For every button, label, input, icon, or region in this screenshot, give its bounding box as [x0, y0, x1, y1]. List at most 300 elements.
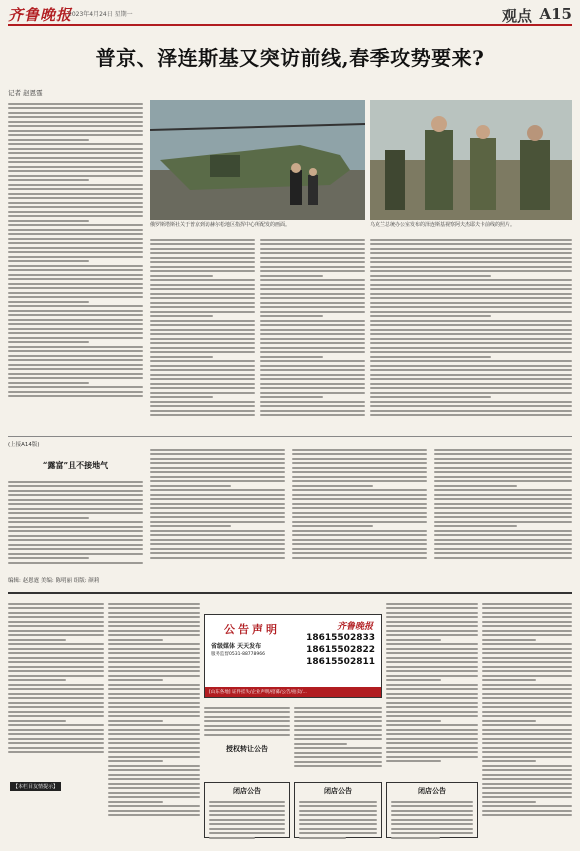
text-line: [8, 314, 143, 316]
text-line: [482, 639, 536, 641]
text-line: [294, 725, 382, 727]
text-line: [294, 761, 382, 763]
text-line: [150, 410, 255, 412]
text-line: [434, 530, 572, 532]
text-line: [434, 489, 572, 491]
text-line: [386, 652, 478, 654]
sub-headline: “露富”且不接地气: [42, 460, 109, 470]
text-line: [482, 711, 572, 713]
ad-subtitle: 省级媒体 天天发布: [211, 643, 262, 650]
text-line: [260, 360, 365, 362]
text-line: [482, 792, 572, 794]
text-line: [434, 525, 517, 527]
text-line: [204, 720, 290, 722]
text-line: [8, 688, 104, 690]
text-line: [150, 530, 285, 532]
text-line: [299, 801, 377, 803]
text-line: [150, 405, 255, 407]
text-line: [370, 365, 572, 367]
text-line: [8, 130, 143, 132]
text-line: [8, 206, 143, 208]
text-line: [370, 329, 572, 331]
text-line: [8, 152, 143, 154]
text-line: [370, 248, 572, 250]
text-line: [386, 733, 478, 735]
text-line: [370, 311, 572, 313]
text-line: [150, 489, 285, 491]
text-line: [260, 347, 365, 349]
text-line: [434, 476, 572, 478]
text-line: [150, 449, 285, 451]
text-line: [150, 516, 285, 518]
text-line: [150, 284, 255, 286]
text-line: [108, 711, 200, 713]
ad-title: 公告声明: [224, 623, 280, 636]
text-line: [150, 369, 255, 371]
text-line: [150, 302, 255, 304]
text-line: [260, 315, 323, 317]
text-line: [108, 657, 200, 659]
text-line: [386, 751, 478, 753]
text-line: [391, 819, 473, 821]
text-line: [150, 374, 255, 376]
text-line: [8, 481, 143, 483]
text-line: [260, 351, 365, 353]
phone-1: 18615502833: [306, 633, 375, 643]
text-line: [150, 257, 255, 259]
text-line: [8, 634, 104, 636]
text-line: [292, 458, 427, 460]
text-line: [8, 621, 104, 623]
text-line: [8, 607, 104, 609]
text-line: [8, 323, 143, 325]
text-line: [150, 248, 255, 250]
text-line: [150, 297, 255, 299]
text-line: [108, 765, 200, 767]
text-line: [292, 467, 427, 469]
text-line: [150, 315, 213, 317]
text-line: [150, 414, 255, 416]
text-line: [370, 401, 572, 403]
text-line: [150, 293, 255, 295]
text-line: [8, 224, 143, 226]
text-line: [370, 279, 572, 281]
text-line: [260, 239, 365, 241]
text-line: [8, 661, 104, 663]
text-line: [204, 707, 290, 709]
issue-date: 2023年4月24日 星期一: [68, 11, 133, 18]
text-line: [260, 396, 323, 398]
text-line: [108, 616, 200, 618]
text-line: [8, 666, 104, 668]
text-line: [434, 480, 572, 482]
text-line: [8, 251, 143, 253]
text-line: [386, 756, 478, 758]
classifieds-column-1: [8, 600, 104, 840]
text-line: [482, 607, 572, 609]
classifieds-divider: [8, 592, 572, 594]
text-line: [294, 716, 382, 718]
tips-badge: 【本栏目友情提示】: [10, 782, 61, 791]
helicopter-image: [150, 100, 365, 220]
text-line: [8, 337, 143, 339]
text-line: [299, 823, 377, 825]
text-line: [370, 306, 572, 308]
text-line: [370, 405, 572, 407]
text-line: [370, 257, 572, 259]
text-line: [482, 738, 572, 740]
text-line: [370, 396, 491, 398]
text-line: [294, 747, 382, 749]
text-line: [8, 269, 143, 271]
text-line: [386, 688, 478, 690]
text-line: [260, 261, 365, 263]
text-line: [108, 792, 200, 794]
text-line: [482, 787, 572, 789]
text-line: [209, 801, 285, 803]
text-line: [108, 805, 200, 807]
text-line: [370, 293, 572, 295]
text-line: [8, 625, 104, 627]
text-line: [150, 476, 285, 478]
text-line: [8, 296, 143, 298]
text-line: [8, 107, 143, 109]
text-line: [391, 805, 473, 807]
text-line: [386, 648, 478, 650]
text-line: [108, 783, 200, 785]
text-line: [8, 166, 143, 168]
text-line: [108, 697, 200, 699]
text-line: [8, 202, 143, 204]
text-line: [260, 333, 365, 335]
text-line: [150, 356, 213, 358]
text-line: [386, 625, 478, 627]
text-line: [8, 616, 104, 618]
text-line: [482, 625, 572, 627]
text-line: [8, 179, 89, 181]
text-line: [482, 814, 572, 816]
text-line: [150, 261, 255, 263]
text-line: [150, 378, 255, 380]
text-line: [434, 503, 572, 505]
text-line: [150, 543, 285, 545]
classifieds-column-2: [108, 600, 200, 840]
text-line: [150, 239, 255, 241]
text-line: [391, 814, 473, 816]
text-line: [292, 476, 427, 478]
text-line: [386, 738, 478, 740]
text-line: [150, 324, 255, 326]
text-line: [150, 507, 285, 509]
ad-footer: [山东各地] 证件挂失/企业声明/招募/公告/拍卖/...: [205, 687, 381, 697]
text-line: [108, 625, 200, 627]
text-line: [370, 369, 572, 371]
sub-article-column-3: [292, 446, 427, 571]
text-line: [209, 819, 285, 821]
text-line: [8, 377, 143, 379]
text-line: [370, 338, 572, 340]
text-line: [482, 675, 572, 677]
text-line: [204, 711, 290, 713]
text-line: [482, 801, 536, 803]
text-line: [386, 603, 478, 605]
right-photo-caption: 乌克兰总统办公室发布的泽连斯基视察阿夫杰耶夫卡前线的照片。: [370, 222, 516, 228]
text-line: [482, 765, 572, 767]
text-line: [8, 733, 104, 735]
text-line: [8, 220, 89, 222]
text-line: [434, 512, 572, 514]
text-line: [209, 823, 285, 825]
text-line: [150, 467, 285, 469]
text-line: [108, 648, 200, 650]
text-line: [260, 243, 365, 245]
text-line: [8, 332, 143, 334]
text-line: [370, 315, 491, 317]
text-line: [8, 188, 143, 190]
text-line: [8, 494, 143, 496]
text-line: [386, 729, 478, 731]
text-line: [8, 557, 89, 559]
text-line: [482, 684, 572, 686]
ad-service-line: 服务监督0531-88778966: [211, 652, 265, 657]
text-line: [8, 539, 143, 541]
text-line: [108, 774, 200, 776]
text-line: [150, 548, 285, 550]
text-line: [370, 243, 572, 245]
text-line: [260, 297, 365, 299]
text-line: [8, 386, 143, 388]
text-line: [434, 534, 572, 536]
text-line: [260, 338, 365, 340]
text-line: [8, 161, 143, 163]
text-line: [8, 238, 143, 240]
text-line: [8, 139, 89, 141]
text-line: [108, 778, 200, 780]
text-line: [386, 643, 478, 645]
text-line: [204, 729, 290, 731]
text-line: [8, 229, 143, 231]
text-line: [260, 311, 365, 313]
text-line: [370, 324, 572, 326]
text-line: [482, 724, 572, 726]
text-line: [294, 720, 382, 722]
text-line: [8, 657, 104, 659]
text-line: [482, 679, 536, 681]
sub-article-column-2: [150, 446, 285, 571]
text-line: [150, 458, 285, 460]
text-line: [150, 306, 255, 308]
text-line: [292, 512, 427, 514]
text-line: [150, 266, 255, 268]
text-line: [482, 643, 572, 645]
text-line: [370, 360, 572, 362]
text-line: [8, 684, 104, 686]
text-line: [260, 293, 365, 295]
closure-notice-2: [386, 782, 478, 838]
text-line: [294, 752, 382, 754]
text-line: [8, 738, 104, 740]
text-line: [8, 562, 143, 564]
text-line: [386, 684, 478, 686]
text-line: [386, 742, 478, 744]
text-line: [108, 751, 200, 753]
text-line: [8, 720, 66, 722]
text-line: [108, 747, 200, 749]
text-line: [386, 657, 478, 659]
text-line: [8, 125, 143, 127]
text-line: [292, 453, 427, 455]
editor-credits: 编辑: 赵恩霆 美编: 陈明丽 组版: 颜莉: [8, 578, 100, 584]
text-line: [108, 702, 200, 704]
text-line: [209, 805, 285, 807]
text-line: [8, 274, 143, 276]
text-line: [8, 630, 104, 632]
text-line: [8, 512, 143, 514]
text-line: [8, 256, 143, 258]
text-line: [434, 521, 572, 523]
text-line: [370, 342, 572, 344]
text-line: [8, 391, 143, 393]
text-line: [8, 548, 143, 550]
text-line: [434, 494, 572, 496]
text-line: [391, 837, 440, 839]
text-line: [482, 648, 572, 650]
text-line: [294, 765, 382, 767]
text-line: [482, 810, 572, 812]
text-line: [386, 697, 478, 699]
text-line: [260, 392, 365, 394]
text-line: [8, 368, 143, 370]
text-line: [8, 521, 143, 523]
text-line: [8, 706, 104, 708]
text-line: [8, 283, 143, 285]
text-line: [299, 832, 377, 834]
text-line: [8, 490, 143, 492]
text-line: [150, 383, 255, 385]
text-line: [8, 648, 104, 650]
text-line: [150, 552, 285, 554]
text-line: [260, 306, 365, 308]
text-line: [260, 329, 365, 331]
text-line: [209, 828, 285, 830]
text-line: [8, 652, 104, 654]
text-line: [8, 242, 143, 244]
text-line: [482, 666, 572, 668]
text-line: [434, 498, 572, 500]
text-line: [8, 679, 66, 681]
text-line: [482, 720, 536, 722]
text-line: [8, 364, 143, 366]
text-line: [108, 756, 200, 758]
text-line: [8, 287, 143, 289]
text-line: [292, 503, 427, 505]
text-line: [150, 453, 285, 455]
text-line: [8, 517, 89, 519]
text-line: [391, 828, 473, 830]
text-line: [482, 688, 572, 690]
text-line: [386, 666, 478, 668]
text-line: [108, 720, 163, 722]
text-line: [8, 693, 104, 695]
text-line: [434, 453, 572, 455]
text-line: [150, 534, 285, 536]
text-line: [292, 494, 427, 496]
section-divider: [8, 436, 572, 437]
text-line: [8, 711, 104, 713]
text-line: [370, 275, 491, 277]
text-line: [8, 211, 143, 213]
text-line: [386, 715, 478, 717]
text-line: [292, 530, 427, 532]
closure-notice-3-title: 闭店公告: [233, 787, 261, 795]
text-line: [108, 769, 200, 771]
text-line: [482, 702, 572, 704]
text-line: [299, 819, 377, 821]
text-line: [292, 548, 427, 550]
soldiers-image: [370, 100, 572, 220]
text-line: [150, 275, 213, 277]
classifieds-column-4: [294, 704, 382, 776]
text-line: [150, 288, 255, 290]
text-line: [108, 814, 200, 816]
text-line: [434, 557, 572, 559]
text-line: [150, 333, 255, 335]
text-line: [370, 410, 572, 412]
article-column-1: [8, 100, 143, 435]
text-line: [150, 521, 285, 523]
text-line: [299, 837, 346, 839]
text-line: [8, 485, 143, 487]
text-line: [108, 801, 163, 803]
text-line: [108, 724, 200, 726]
text-line: [482, 715, 572, 717]
text-line: [108, 742, 200, 744]
text-line: [8, 310, 143, 312]
text-line: [482, 612, 572, 614]
text-line: [108, 733, 200, 735]
text-line: [386, 711, 478, 713]
text-line: [294, 756, 382, 758]
text-line: [108, 634, 200, 636]
text-line: [370, 414, 572, 416]
text-line: [386, 621, 478, 623]
text-line: [386, 702, 478, 704]
text-line: [8, 526, 143, 528]
text-line: [8, 292, 143, 294]
text-line: [260, 405, 365, 407]
text-line: [204, 716, 290, 718]
text-line: [8, 103, 143, 105]
text-line: [292, 489, 427, 491]
text-line: [434, 462, 572, 464]
section-name: 观点: [501, 7, 532, 25]
text-line: [8, 508, 143, 510]
text-line: [292, 507, 427, 509]
text-line: [8, 260, 89, 262]
text-line: [108, 684, 200, 686]
text-line: [370, 252, 572, 254]
text-line: [434, 548, 572, 550]
text-line: [260, 387, 365, 389]
text-line: [150, 462, 285, 464]
text-line: [370, 297, 572, 299]
text-line: [294, 707, 382, 709]
text-line: [8, 742, 104, 744]
article-column-3: [260, 236, 365, 436]
closure-notice-3: [204, 782, 290, 838]
text-line: [150, 392, 255, 394]
text-line: [8, 670, 104, 672]
